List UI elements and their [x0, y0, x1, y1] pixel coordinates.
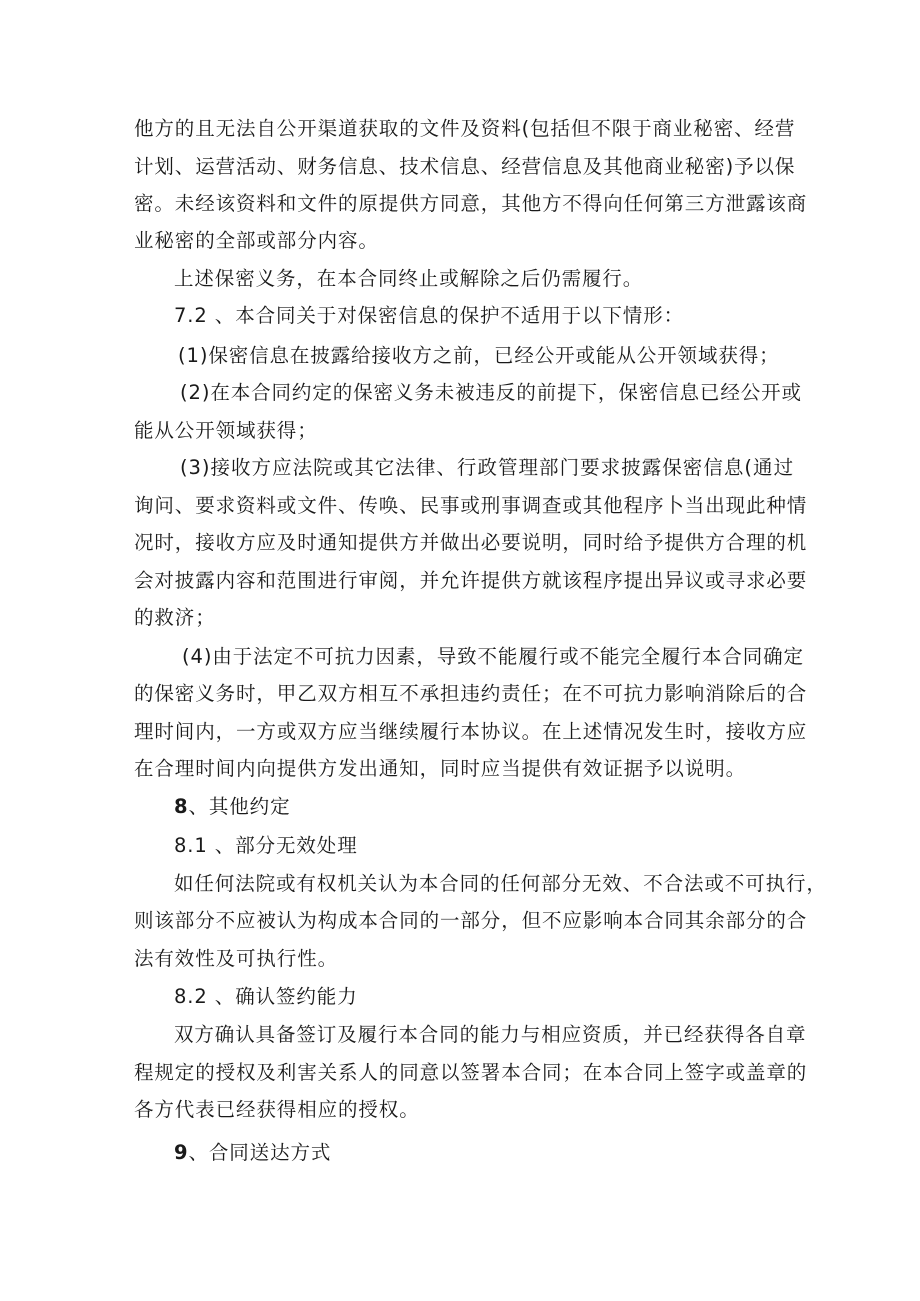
text-line: 密。未经该资料和文件的原提供方同意，其他方不得向任何第三方泄露该商	[134, 192, 808, 215]
section-heading	[174, 795, 794, 819]
text-line: 法有效性及可执行性。	[134, 947, 339, 970]
section-title: 、其他约定	[188, 795, 291, 818]
paragraph-line: 双方确认具备签订及履行本合同的能力与相应资质，并已经获得各自章	[174, 1023, 807, 1046]
text-line: 程规定的授权及利害关系人的同意以签署本合同；在本合同上签字或盖章的	[134, 1061, 808, 1084]
text-line: 的保密义务时，甲乙双方相互不承担违约责任；在不可抗力影响消除后的合	[134, 682, 808, 705]
list-item: (4)由于法定不可抗力因素，导致不能履行或不能完全履行本合同确定	[182, 645, 804, 668]
text-line: 计划、运营活动、财务信息、技术信息、经营信息及其他商业秘密)予以保	[134, 155, 796, 178]
list-item: (3)接收方应法院或其它法律、行政管理部门要求披露保密信息(通过	[180, 456, 794, 479]
text-line: 能从公开领域获得；	[134, 419, 318, 442]
text-line: 业秘密的全部或部分内容。	[134, 229, 379, 252]
text-line: 则该部分不应被认为构成本合同的一部分，但不应影响本合同其余部分的合	[134, 909, 808, 932]
text-line: 会对披露内容和范围进行审阅，并允许提供方就该程序提出异议或寻求必要	[134, 569, 808, 592]
text-line: 况时，接收方应及时通知提供方并做出必要说明，同时给予提供方合理的机	[134, 531, 808, 554]
section-title: 、合同送达方式	[188, 1141, 332, 1164]
section-number: 9	[174, 1141, 189, 1164]
text-line: 各方代表已经获得相应的授权。	[134, 1098, 420, 1121]
text-line: 询问、要求资料或文件、传唤、民事或刑事调查或其他程序卜当出现此种情	[134, 494, 808, 517]
list-item: (1)保密信息在披露给接收方之前，已经公开或能从公开领域获得；	[178, 344, 780, 367]
paragraph-line: 如任何法院或有权机关认为本合同的任何部分无效、不合法或不可执行，	[174, 872, 827, 895]
section-number: 8	[174, 795, 189, 818]
text-line: 在合理时间内向提供方发出通知，同时应当提供有效证据予以说明。	[134, 757, 747, 780]
clause-heading: 7.2 、本合同关于对保密信息的保护不适用于以下情形：	[174, 304, 685, 327]
clause-heading: 8.1 、部分无效处理	[174, 834, 358, 857]
section-heading	[174, 1141, 794, 1165]
text-line: 理时间内，一方或双方应当继续履行本协议。在上述情况发生时，接收方应	[134, 720, 808, 743]
text-line: 他方的且无法自公开渠道获取的文件及资料(包括但不限于商业秘密、经营	[134, 117, 796, 140]
text-line: 的救济；	[134, 606, 216, 629]
clause-heading: 8.2 、确认签约能力	[174, 985, 358, 1008]
list-item: (2)在本合同约定的保密义务未被违反的前提下，保密信息已经公开或	[180, 381, 802, 404]
paragraph-line: 上述保密义务，在本合同终止或解除之后仍需履行。	[174, 267, 644, 290]
